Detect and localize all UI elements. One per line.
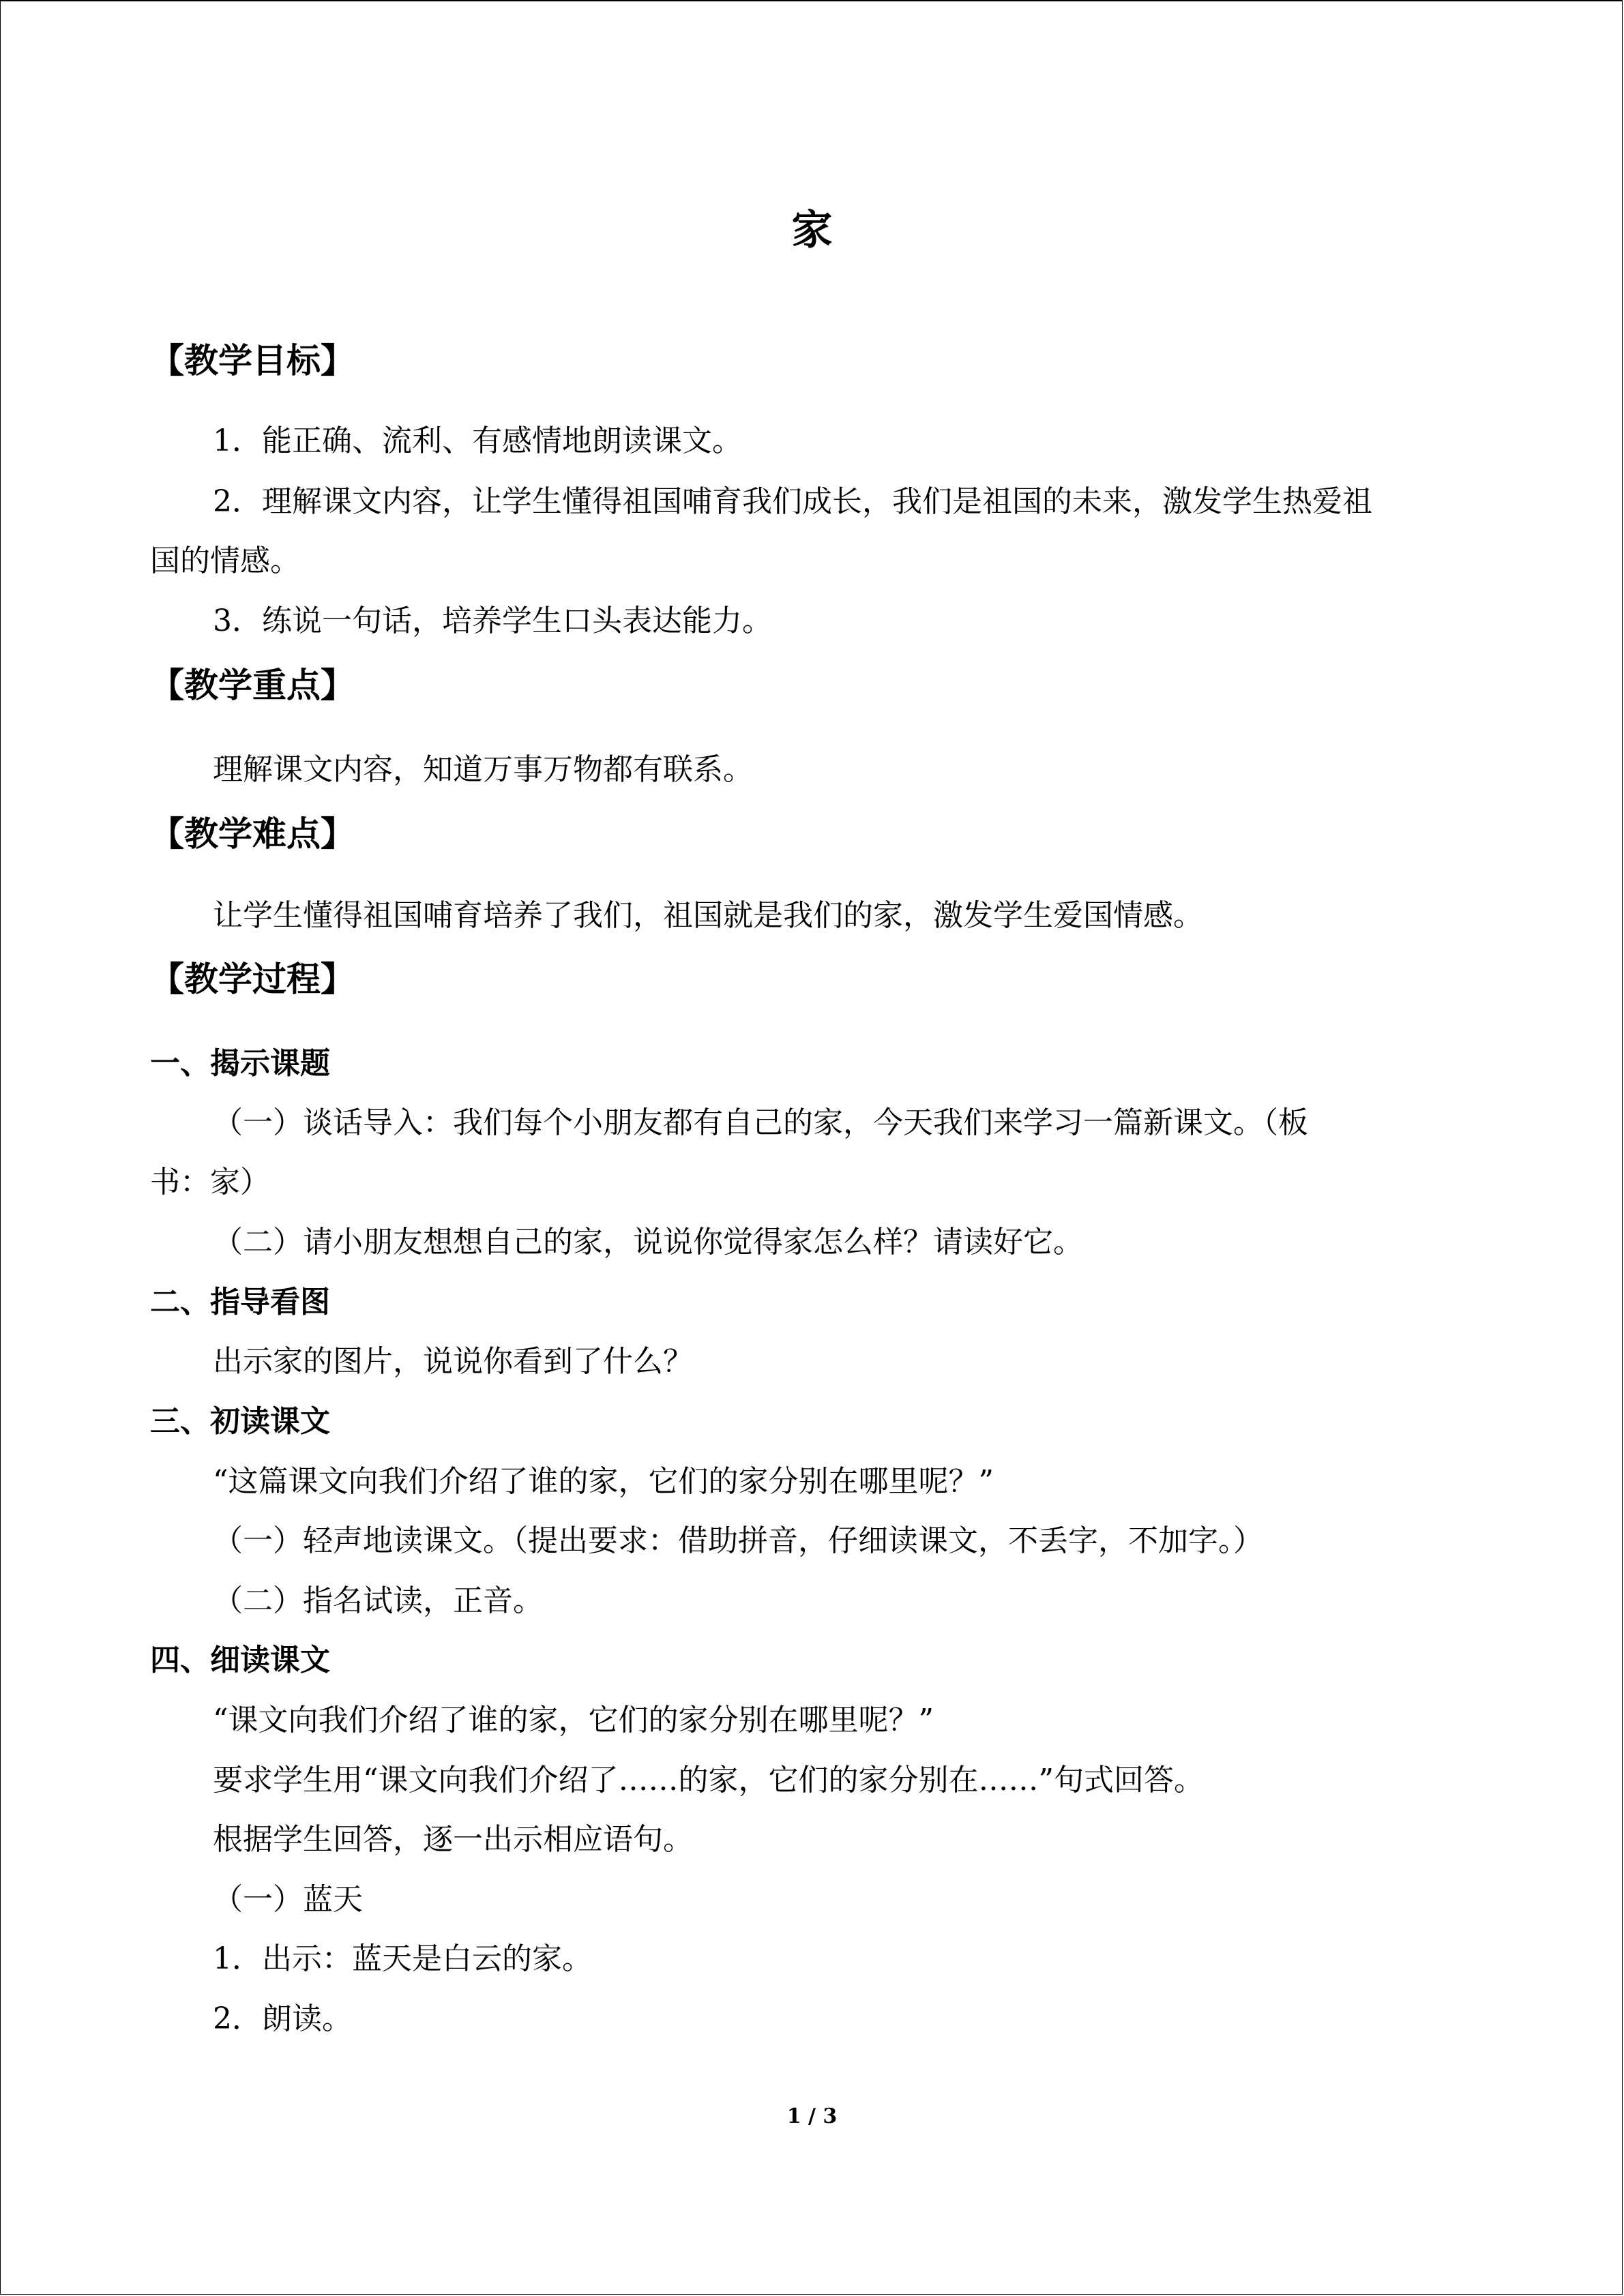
section-2-heading: 二、指导看图 bbox=[150, 1285, 330, 1320]
objectives-heading: 【教学目标】 bbox=[150, 340, 355, 381]
section-2-para-1: 出示家的图片，说说你看到了什么？ bbox=[213, 1344, 693, 1379]
objective-item-1: 1．能正确、流利、有感情地朗读课文。 bbox=[213, 423, 742, 458]
process-heading: 【教学过程】 bbox=[150, 959, 355, 999]
objective-item-2-line-1: 2．理解课文内容，让学生懂得祖国哺育我们成长，我们是祖国的未来，激发学生热爱祖 bbox=[213, 484, 1372, 519]
key-points-heading: 【教学重点】 bbox=[150, 665, 355, 705]
section-4-para-2: 要求学生用“课文向我们介绍了……的家，它们的家分别在……”句式回答。 bbox=[213, 1763, 1204, 1798]
key-points-text: 理解课文内容，知道万事万物都有联系。 bbox=[213, 752, 753, 787]
section-1-para-1-line-1: （一）谈话导入：我们每个小朋友都有自己的家，今天我们来学习一篇新课文。（板 bbox=[213, 1105, 1308, 1140]
section-4-para-1: “课文向我们介绍了谁的家，它们的家分别在哪里呢？” bbox=[213, 1703, 934, 1738]
section-4-heading: 四、细读课文 bbox=[150, 1643, 330, 1678]
section-3-heading: 三、初读课文 bbox=[150, 1404, 330, 1439]
section-3-para-3: （二）指名试读，正音。 bbox=[213, 1583, 543, 1618]
section-3-para-2: （一）轻声地读课文。（提出要求：借助拼音，仔细读课文，不丢字，不加字。） bbox=[213, 1523, 1263, 1558]
section-1-heading: 一、揭示课题 bbox=[150, 1046, 330, 1081]
difficulties-heading: 【教学难点】 bbox=[150, 814, 355, 854]
page-number: 1 / 3 bbox=[786, 2104, 838, 2128]
document-title: 家 bbox=[791, 207, 833, 254]
section-4-para-6: 2．朗读。 bbox=[213, 2001, 352, 2036]
section-3-para-1: “这篇课文向我们介绍了谁的家，它们的家分别在哪里呢？” bbox=[213, 1464, 994, 1499]
section-4-para-3: 根据学生回答，逐一出示相应语句。 bbox=[213, 1822, 693, 1857]
difficulties-text: 让学生懂得祖国哺育培养了我们，祖国就是我们的家，激发学生爱国情感。 bbox=[213, 898, 1203, 933]
objective-item-2-line-2: 国的情感。 bbox=[150, 543, 300, 578]
section-1-para-2: （二）请小朋友想想自己的家，说说你觉得家怎么样？请读好它。 bbox=[213, 1225, 1083, 1259]
section-4-para-4: （一）蓝天 bbox=[213, 1882, 363, 1917]
section-4-para-5: 1．出示：蓝天是白云的家。 bbox=[213, 1941, 592, 1976]
objective-item-3: 3．练说一句话，培养学生口头表达能力。 bbox=[213, 603, 772, 638]
section-1-para-1-line-2: 书：家） bbox=[150, 1165, 270, 1199]
